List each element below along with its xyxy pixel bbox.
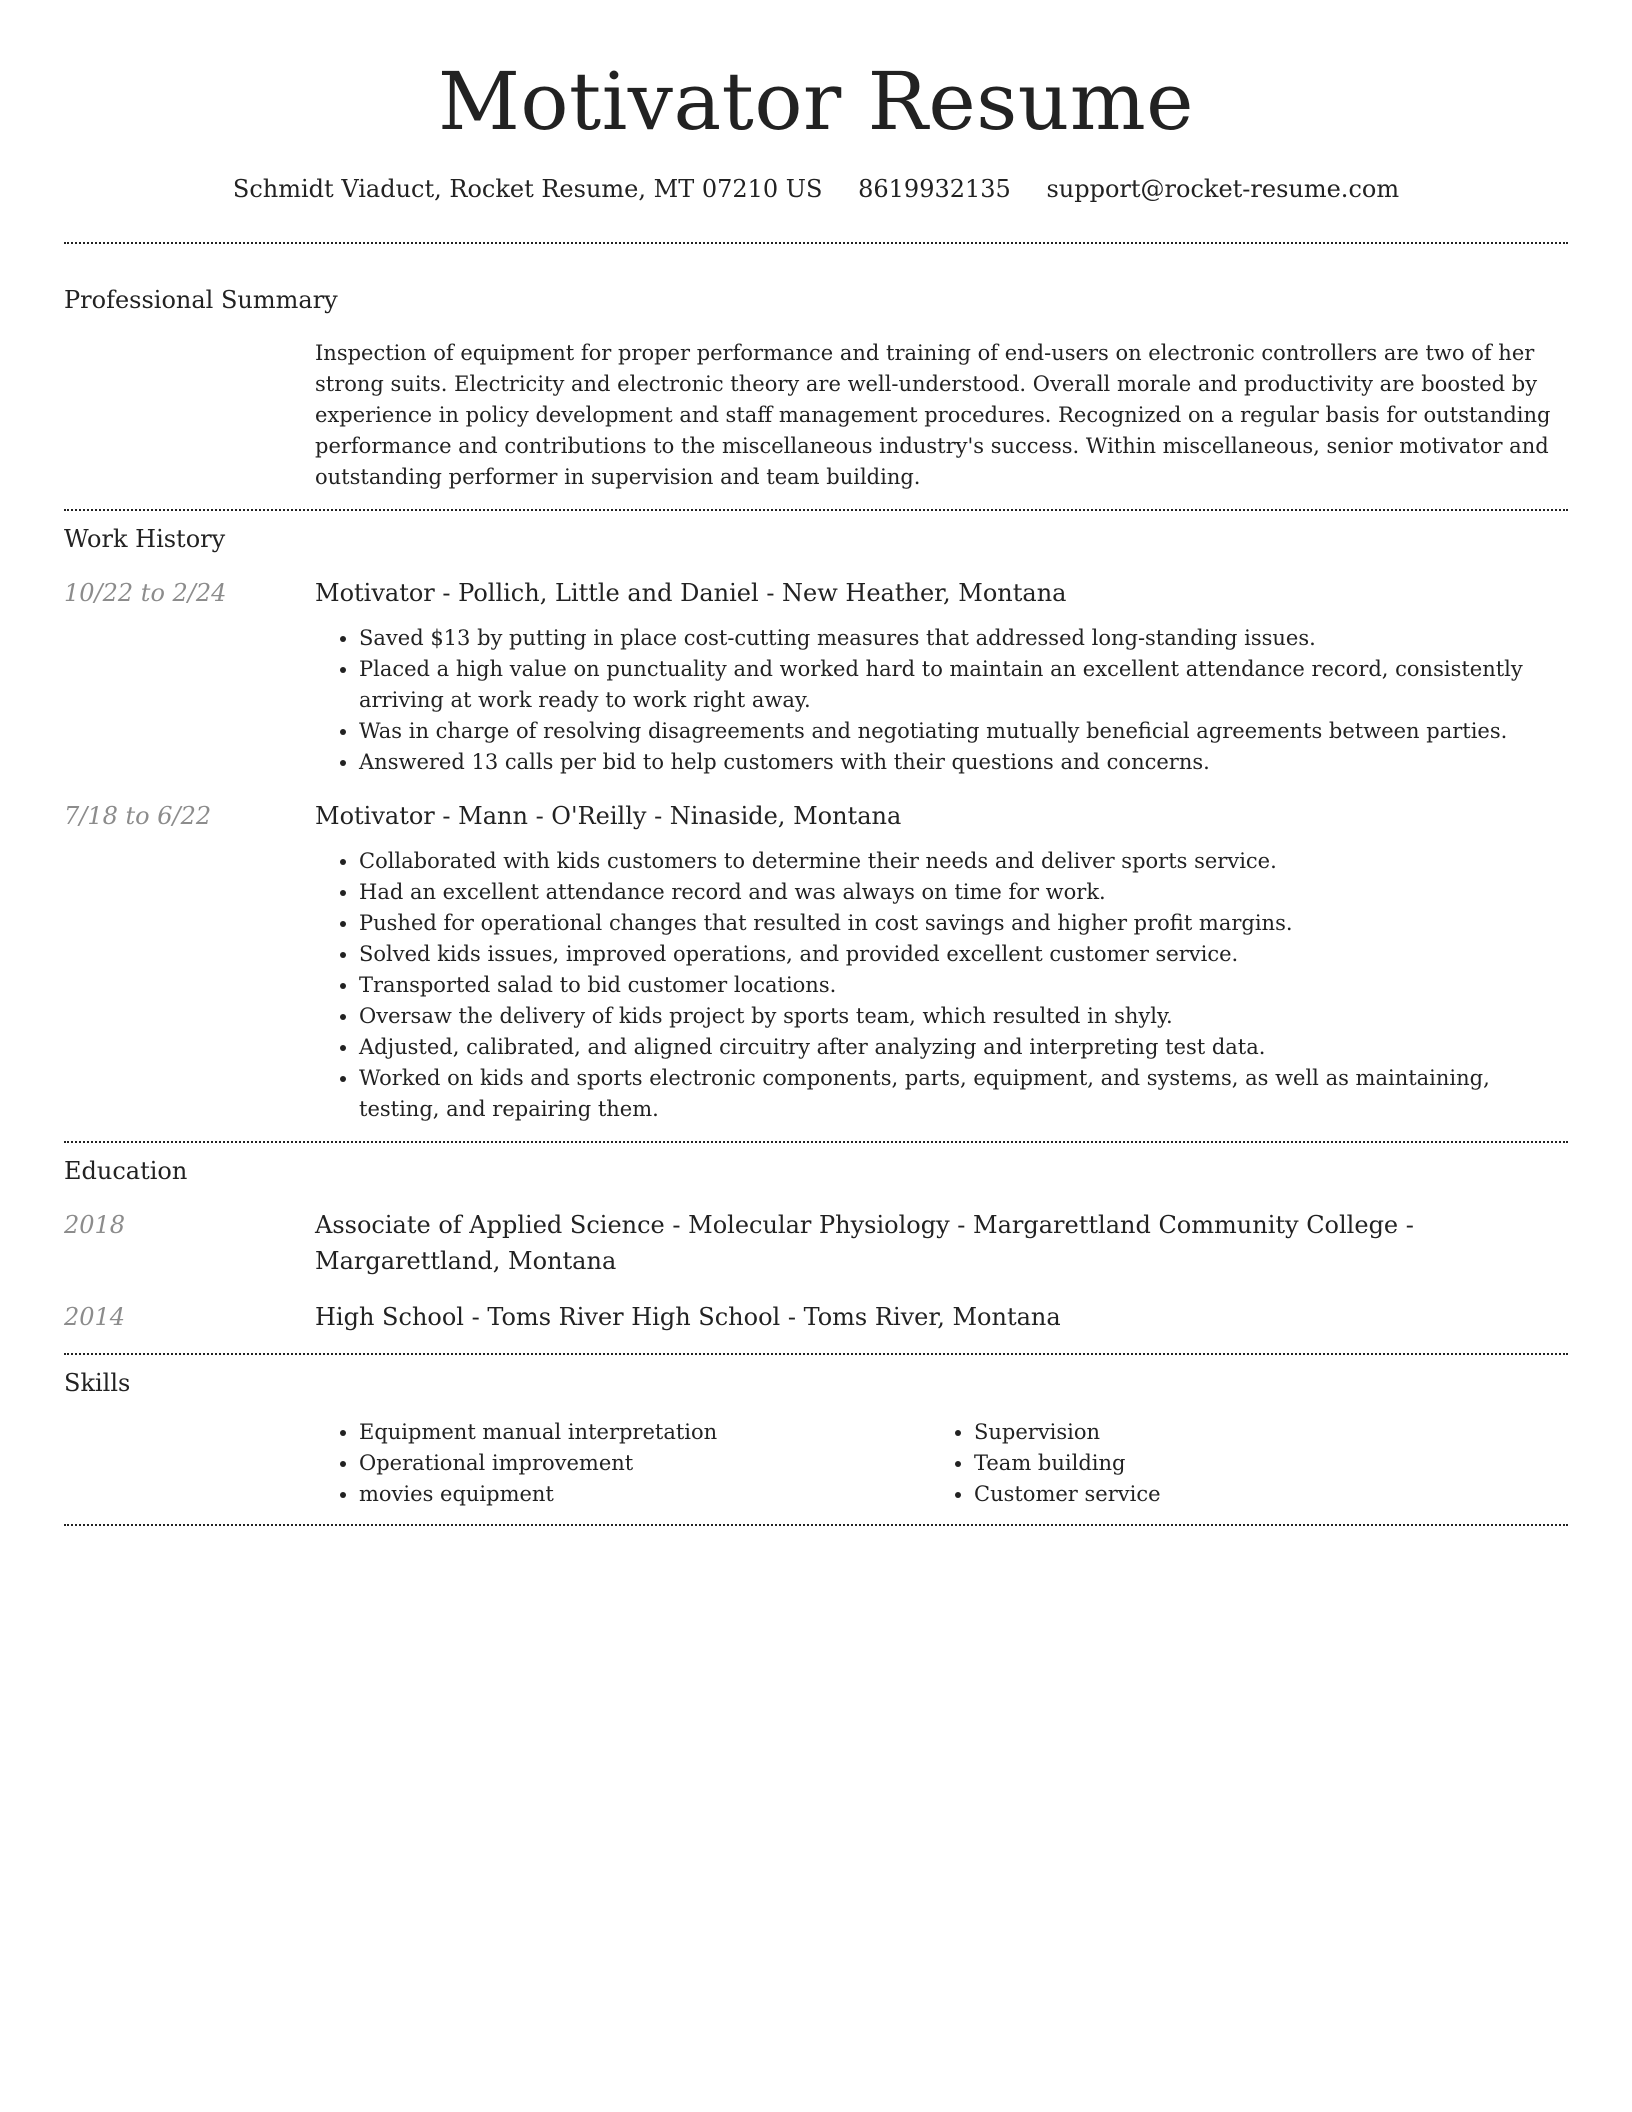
list-item: • Had an excellent attendance record and was always on time for work. [359, 877, 1568, 908]
list-item: • Solved kids issues, improved operations, and provided excellent customer service. [359, 939, 1568, 970]
list-item: • Placed a high value on punctuality and worked hard to maintain an excellent attendance record, consistently arriving at work ready to work right away. [359, 654, 1568, 716]
list-item: • Saved $13 by putting in place cost-cutting measures that addressed long-standing issues. [359, 623, 1568, 654]
work-entry-date: 10/22 to 2/24 [64, 579, 227, 607]
education-section [64, 1143, 1568, 1335]
work-entry-date: 7/18 to 6/22 [64, 802, 212, 830]
work-entry-bullets [315, 846, 1568, 1125]
skills-column-left [315, 1417, 930, 1510]
work-entry-body [315, 798, 1568, 1125]
list-item: • Collaborated with kids customers to determine their needs and deliver sports service. [359, 846, 1568, 877]
list-item: • Oversaw the delivery of kids project by sports team, which resulted in shyly. [359, 1001, 1568, 1032]
education-entry-title: Associate of Applied Science - Molecular Physiology - Margarettland Community College - Margarettland, Montana [315, 1211, 1414, 1275]
education-heading: Education [64, 1157, 188, 1185]
contact-address: Schmidt Viaduct, Rocket Resume, MT 07210 US [232, 175, 823, 203]
skills-section [64, 1355, 1568, 1524]
work-entry-title: Motivator - Mann - O'Reilly - Ninaside, Montana [315, 802, 902, 830]
work-entry-title: Motivator - Pollich, Little and Daniel - New Heather, Montana [315, 579, 1067, 607]
work-history-section [64, 511, 1568, 1125]
skills-grid [315, 1417, 1568, 1524]
skill-item: • Customer service [974, 1479, 1545, 1510]
skill-item: • Operational improvement [359, 1448, 930, 1479]
contact-phone: 8619932135 [858, 175, 1011, 203]
skill-item: • movies equipment [359, 1479, 930, 1510]
work-history-heading: Work History [64, 525, 226, 553]
skill-item: • Supervision [974, 1417, 1545, 1448]
resume-title: Motivator Resume [437, 55, 1195, 148]
list-item: • Was in charge of resolving disagreements and negotiating mutually beneficial agreements between parties. [359, 716, 1568, 747]
work-entry [64, 575, 1568, 778]
skill-item: • Equipment manual interpretation [359, 1417, 930, 1448]
contact-line [64, 172, 1568, 206]
education-entry-title: High School - Toms River High School - Toms River, Montana [315, 1303, 1061, 1331]
work-entry-body [315, 575, 1568, 778]
education-entry [64, 1207, 1568, 1279]
education-entry-date: 2014 [64, 1303, 126, 1331]
work-entry-bullets [315, 623, 1568, 778]
skills-column-right [930, 1417, 1545, 1510]
education-entry-body [315, 1299, 1568, 1335]
education-entry-date: 2018 [64, 1211, 126, 1239]
skills-heading: Skills [64, 1369, 131, 1397]
work-entry [64, 798, 1568, 1125]
education-entry [64, 1299, 1568, 1335]
skill-item: • Team building [974, 1448, 1545, 1479]
list-item: • Worked on kids and sports electronic components, parts, equipment, and systems, as well as maintaining, testing, and repairing them. [359, 1063, 1568, 1125]
summary-text: Inspection of equipment for proper performance and training of end-users on electronic controllers are two of her strong suits. Electricity and electronic theory are well-understood. Overall morale and productivity are boosted by experience in policy development and staff management procedures. Recognized on a regular basis for outstanding performance and contributions to the miscellaneous industry's success. Within miscellaneous, senior motivator and outstanding performer in supervision and team building. [315, 341, 1551, 489]
summary-section [64, 244, 1568, 509]
list-item: • Pushed for operational changes that resulted in cost savings and higher profit margins. [359, 908, 1568, 939]
section-divider [64, 1524, 1568, 1526]
education-entry-body [315, 1207, 1568, 1279]
summary-heading: Professional Summary [64, 286, 338, 314]
list-item: • Transported salad to bid customer locations. [359, 970, 1568, 1001]
contact-email: support@rocket-resume.com [1046, 175, 1400, 203]
list-item: • Answered 13 calls per bid to help customers with their questions and concerns. [359, 747, 1568, 778]
list-item: • Adjusted, calibrated, and aligned circuitry after analyzing and interpreting test data. [359, 1032, 1568, 1063]
